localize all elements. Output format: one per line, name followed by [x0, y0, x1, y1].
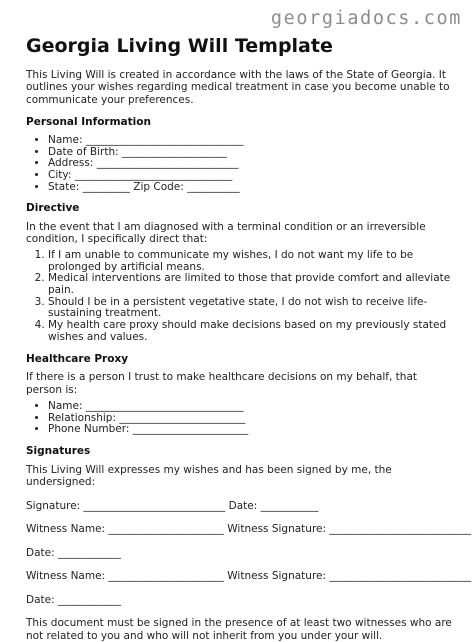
city-field: • City: ______________________________: [48, 170, 456, 182]
directive-item: 1. If I am unable to communicate my wishes, I do not want my life to be prolonged by artificial means.: [48, 250, 456, 273]
directive-intro: In the event that I am diagnosed with a terminal condition or an irreversible condition, I specifically direct that:: [26, 220, 426, 246]
signature-line: Signature: ___________________________ Date: ___________: [26, 499, 319, 512]
personal-info-heading: Personal Information: [26, 116, 151, 129]
directive-heading: Directive: [26, 202, 80, 215]
name-field: • Name: ______________________________: [48, 135, 456, 147]
signatures-intro: This Living Will expresses my wishes and has been signed by me, the undersigned:: [26, 463, 392, 489]
state-zip-field: • State: _________ Zip Code: __________: [48, 182, 456, 194]
proxy-heading: Healthcare Proxy: [26, 352, 129, 365]
witness-date-line: Date: ____________: [26, 593, 121, 606]
directive-list: [26, 250, 456, 344]
proxy-list: [26, 401, 456, 436]
personal-info-list: [26, 135, 456, 194]
witness-date-line: Date: ____________: [26, 546, 121, 559]
intro-paragraph: This Living Will is created in accordance with the laws of the State of Georgia. It outlines your wishes regarding medical treatment in case you become unable to communicate your preferences.: [26, 68, 450, 106]
directive-item: 4. My health care proxy should make decisions based on my previously stated wishes and values.: [48, 320, 456, 343]
date-of-birth-field: • Date of Birth: ____________________: [48, 147, 456, 159]
proxy-relationship-field: • Relationship: ________________________: [48, 413, 456, 425]
document-content: [26, 35, 472, 642]
address-field: • Address: ___________________________: [48, 158, 456, 170]
directive-item: 2. Medical interventions are limited to those that provide comfort and alleviate pain.: [48, 273, 456, 296]
witness-line: Witness Name: ______________________ Witness Signature: ___________________________: [26, 570, 472, 583]
witness-line: Witness Name: ______________________ Witness Signature: ___________________________: [26, 523, 472, 536]
signatures-heading: Signatures: [26, 445, 91, 458]
proxy-intro: If there is a person I trust to make healthcare decisions on my behalf, that person is:: [26, 371, 418, 396]
proxy-name-field: • Name: ______________________________: [48, 401, 456, 413]
document-title: Georgia Living Will Template: [26, 35, 333, 57]
directive-item: 3. Should I be in a persistent vegetative state, I do not wish to receive life-sustaining treatment.: [48, 297, 456, 320]
site-watermark: georgiadocs.com: [270, 8, 462, 29]
proxy-phone-field: • Phone Number: ______________________: [48, 424, 456, 436]
closing-paragraph: This document must be signed in the presence of at least two witnesses who are not related to you and who will not inherit from you under your will.: [26, 617, 452, 642]
